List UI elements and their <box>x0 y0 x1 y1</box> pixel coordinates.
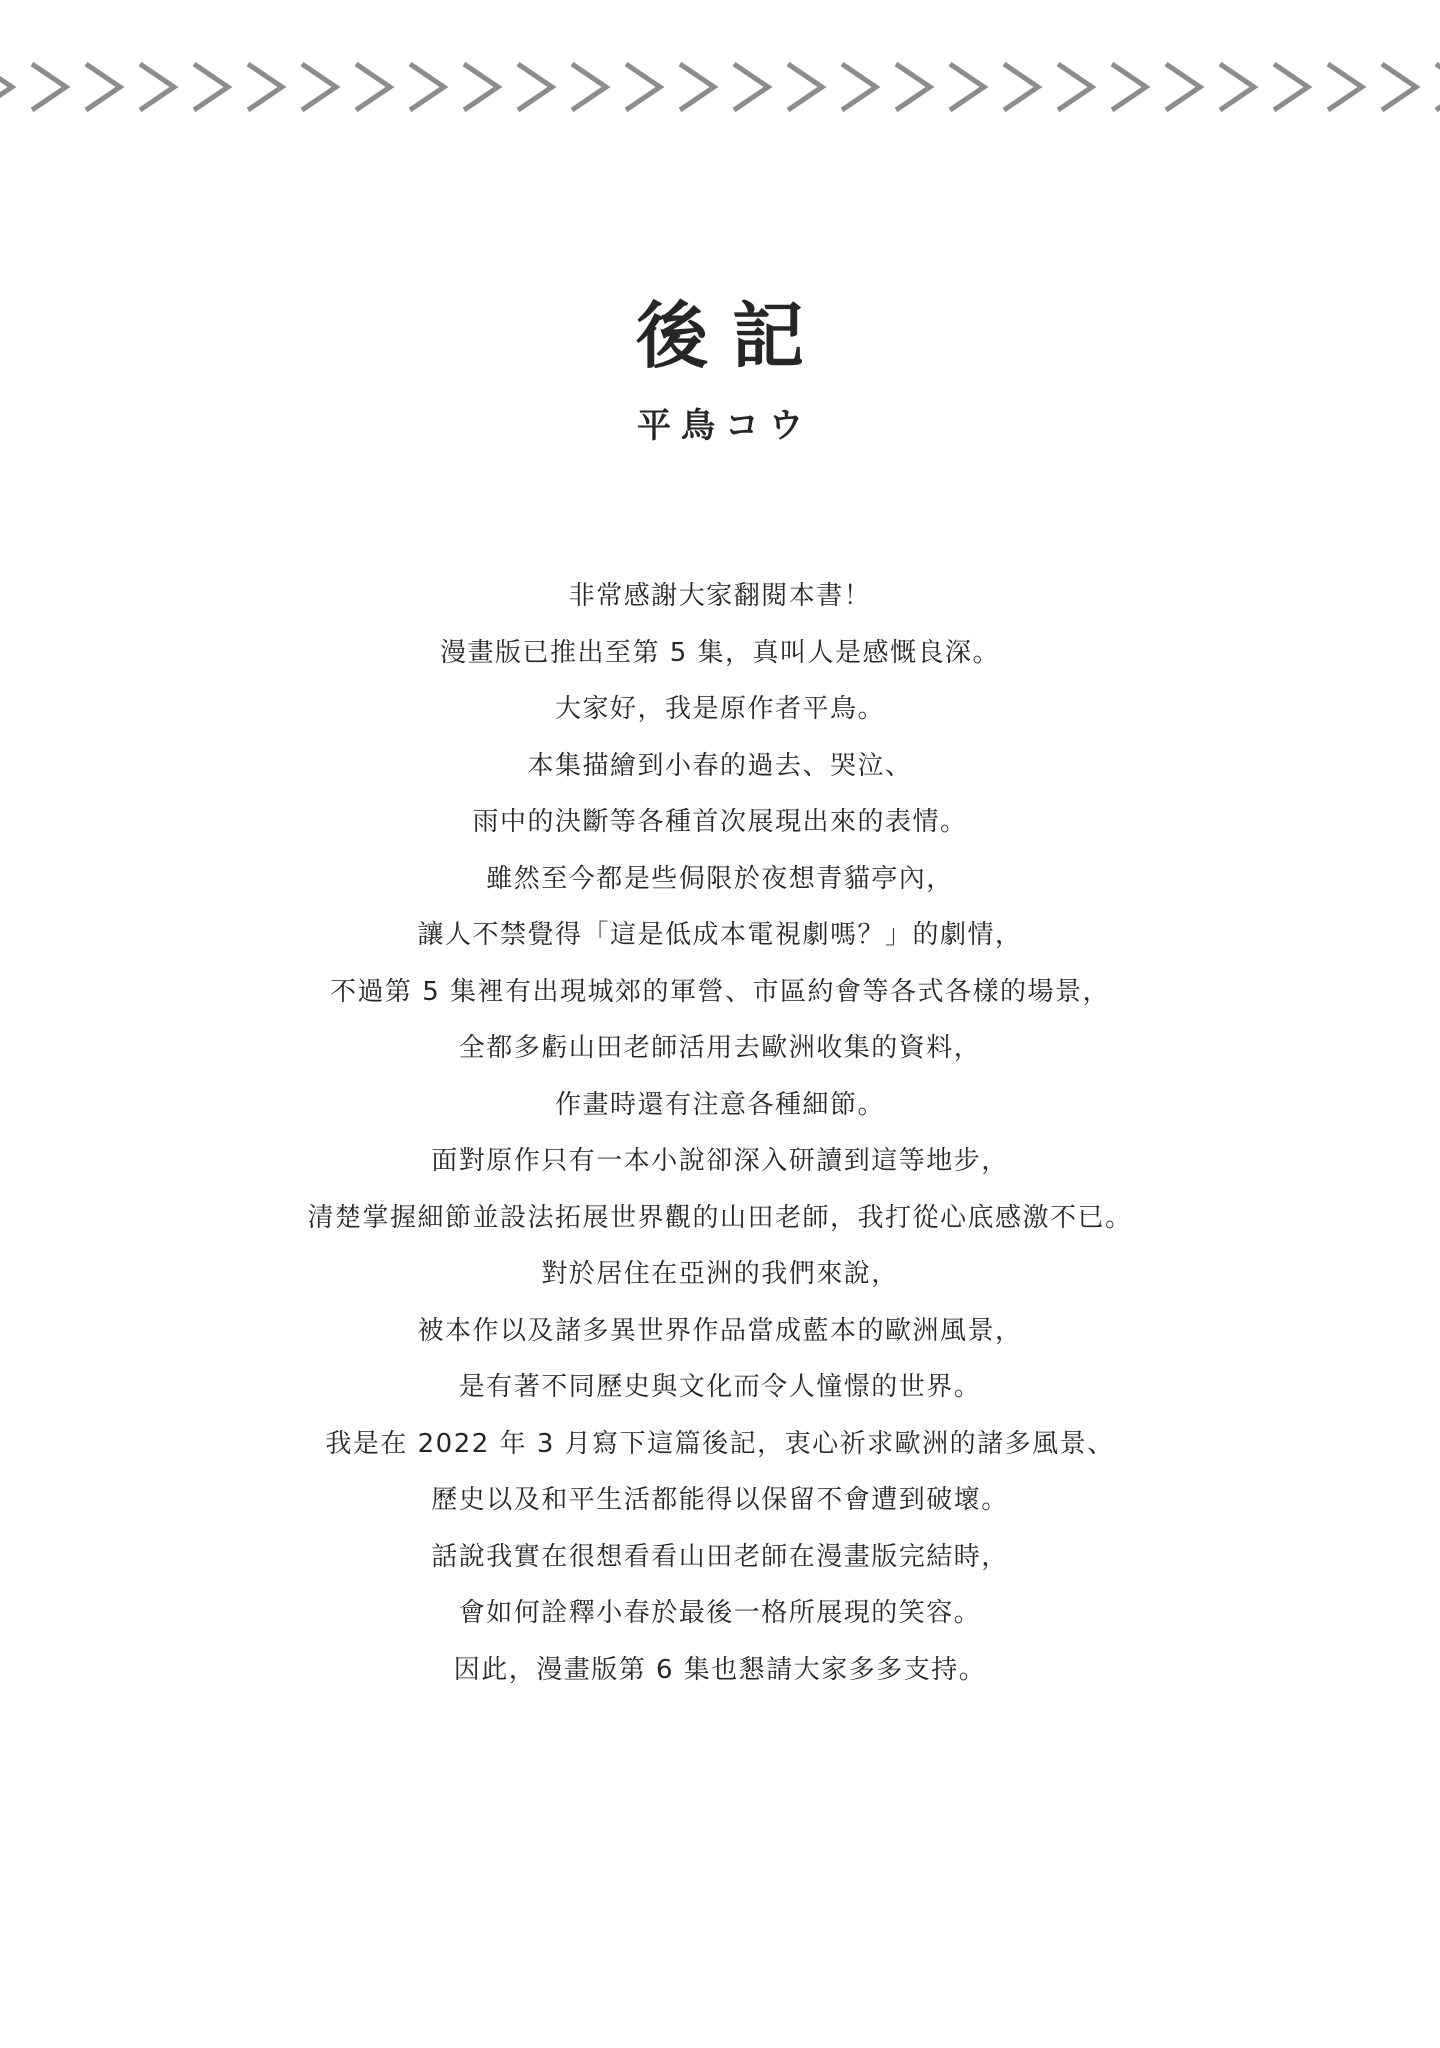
chevron-right-icon <box>680 64 714 110</box>
text-line: 我是在 2022 年 3 月寫下這篇後記，衷心祈求歐洲的諸多風景、 <box>325 1428 1115 1459</box>
heading-block <box>0 288 1440 450</box>
chevron-pattern <box>0 52 1440 122</box>
text-line: 讓人不禁覺得「這是低成本電視劇嗎？」的劇情， <box>417 920 1023 950</box>
chevron-right-icon <box>1058 64 1092 110</box>
text-line: 不過第 5 集裡有出現城郊的軍營、市區約會等各式各樣的場景， <box>329 976 1111 1007</box>
chevron-border <box>0 52 1440 122</box>
text-line: 非常感謝大家翻閱本書！ <box>568 581 872 611</box>
text-line: 作畫時還有注意各種細節。 <box>554 1089 885 1120</box>
chevron-right-icon <box>1382 64 1416 110</box>
chevron-right-icon <box>356 64 390 110</box>
chevron-right-icon <box>950 64 984 110</box>
text-line: 歷史以及和平生活都能得以保留不會遭到破壞。 <box>431 1485 1009 1515</box>
afterword-body <box>0 568 1440 1698</box>
text-line: 話說我實在很想看看山田老師在漫畫版完結時， <box>431 1541 1009 1572</box>
text-line: 雖然至今都是些侷限於夜想青貓亭內， <box>486 863 954 894</box>
chevron-right-icon <box>140 64 174 110</box>
chevron-right-icon <box>734 64 768 110</box>
chevron-right-icon <box>1274 64 1308 110</box>
text-line: 漫畫版已推出至第 5 集，真叫人是感慨良深。 <box>439 637 1001 668</box>
text-line: 雨中的決斷等各種首次展現出來的表情。 <box>472 807 968 837</box>
chevron-right-icon <box>788 64 822 110</box>
chevron-right-icon <box>1436 64 1440 110</box>
chevron-right-icon <box>0 64 12 110</box>
chevron-right-icon <box>194 64 228 110</box>
chevron-right-icon <box>410 64 444 110</box>
text-line: 本集描繪到小春的過去、哭泣、 <box>527 750 913 781</box>
text-line: 面對原作只有一本小說卻深入研讀到這等地步， <box>431 1146 1009 1176</box>
chevron-right-icon <box>518 64 552 110</box>
chevron-right-icon <box>302 64 336 110</box>
author-name: 平鳥コウ <box>637 406 813 446</box>
text-line: 會如何詮釋小春於最後一格所展現的笑容。 <box>458 1598 982 1628</box>
chevron-right-icon <box>464 64 498 110</box>
text-line: 被本作以及諸多異世界作品當成藍本的歐洲風景， <box>417 1315 1023 1346</box>
chevron-right-icon <box>248 64 282 110</box>
chevron-right-icon <box>572 64 606 110</box>
text-line: 是有著不同歷史與文化而令人憧憬的世界。 <box>458 1372 982 1402</box>
chevron-right-icon <box>626 64 660 110</box>
chevron-right-icon <box>1220 64 1254 110</box>
chevron-right-icon <box>1112 64 1146 110</box>
text-line: 全都多虧山田老師活用去歐洲收集的資料， <box>458 1033 982 1063</box>
chevron-right-icon <box>86 64 120 110</box>
page-title: 後記 <box>635 294 828 378</box>
text-line: 對於居住在亞洲的我們來說， <box>541 1259 899 1289</box>
chevron-right-icon <box>1166 64 1200 110</box>
chevron-right-icon <box>842 64 876 110</box>
chevron-right-icon <box>1004 64 1038 110</box>
chevron-right-icon <box>32 64 66 110</box>
chevron-right-icon <box>1328 64 1362 110</box>
text-line: 清楚掌握細節並設法拓展世界觀的山田老師，我打從心底感激不已。 <box>307 1202 1133 1233</box>
chevron-right-icon <box>896 64 930 110</box>
text-line: 因此，漫畫版第 6 集也懇請大家多多支持。 <box>453 1654 987 1685</box>
text-line: 大家好，我是原作者平鳥。 <box>554 694 885 724</box>
